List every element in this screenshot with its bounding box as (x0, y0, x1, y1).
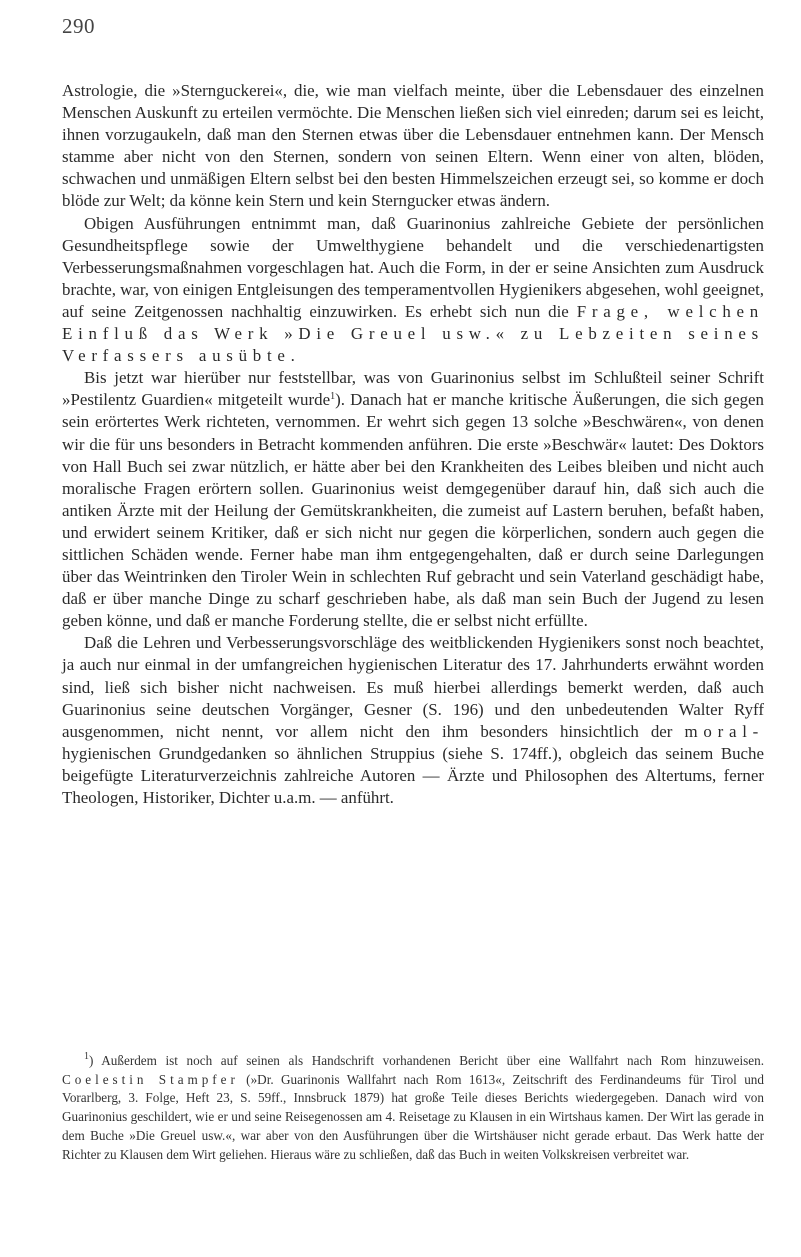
paragraph-3 (62, 367, 764, 632)
page-number: 290 (62, 14, 95, 38)
paragraph-2-end: . (290, 346, 295, 366)
footnote-text: ) Außerdem ist noch auf seinen als Handschrift vorhandenen Bericht über eine Wallfahrt nach Rom hinzuweisen. (89, 1053, 764, 1068)
paragraph-1: Astrologie, die »Sternguckerei«, die, wie man vielfach meinte, über die Lebensdauer des einzelnen Menschen Auskunft zu erteilen vermöchte. Die Menschen ließen sich viel einreden; darum sei es leicht, ihnen vorzugaukeln, daß man den Sternen etwas über die Lebensdauer entnehmen kann. Der Mensch stamme aber nicht von den Sternen, sondern von seinen Eltern. Wenn einer von alten, blöden, schwachen und unmäßigen Eltern selbst bei den besten Himmelszeichen erzeugt sei, so komme er doch blöde zur Welt; da könne kein Stern und kein Sterngucker etwas ändern. (62, 81, 764, 211)
paragraph-4-text-cont: hygienischen Grundgedanken so ähnlichen Struppius (siehe S. 174ff.), obgleich das seinem Buche beigefügte Literaturverzeichnis zahlreiche Autoren — Ärzte und Philosophen des Altertums, ferner Theologen, Historiker, Dichter u.a.m. — anführt. (62, 743, 764, 807)
paragraph-2-text: Obigen Ausführungen entnimmt man, daß Guarinonius zahlreiche Gebiete der persönlichen Gesundheitspflege sowie der Umwelthygiene behandelt und die verschiedenartigsten Verbesserungsmaßnahmen vorgeschlagen hat. Auch die Form, in der er seine Ansichten zum Ausdruck brachte, war, von einigen Entgleisungen des temperamentvollen Hygienikers abgesehen, wohl geeignet, auf seine Zeitgenossen nachhaltig einzuwirken. Es erhebt sich nun die (62, 213, 764, 321)
footnote-text-cont: (»Dr. Guarinonis Wallfahrt nach Rom 1613«, Zeitschrift des Ferdinandeums für Tirol und Vorarlberg, 3. Folge, Heft 23, S. 59ff., Innsbruck 1879) hat große Teile dieses Berichts wiedergegeben. Danach wird von Guarinonius geschildert, wie er und seine Reisegenossen am 4. Reisetage zu Klausen in ein Wirtshaus kamen. Der Wirt las gerade in dem Buche »Die Greuel usw.«, war aber von den Ausführungen über die Wirtshäuser nicht gerade erbaut. Das Werk hatte der Richter zu Klausen dem Wirt geliehen. Hieraus wäre zu schließen, daß das Buch in weiten Volkskreisen verbreitet war. (62, 1071, 764, 1162)
paragraph-3-text: Bis jetzt war hierüber nur feststellbar, was von Guarinonius selbst im Schlußteil seiner Schrift »Pestilentz Guardien« mitgeteilt wurde (62, 368, 764, 410)
footnote-marker: 1 (84, 1051, 89, 1062)
paragraph-4 (62, 632, 764, 809)
paragraph-4-spaced-word: moral- (684, 721, 764, 741)
paragraph-2-spaced-question: Frage, welchen Einfluß das Werk »Die Greuel usw.« zu Lebzeiten seines Verfassers ausübte (62, 301, 764, 366)
footnote-reference: 1 (330, 391, 336, 403)
body-text (62, 80, 764, 809)
paragraph-2 (62, 213, 764, 368)
paragraph-3-text-cont: ). Danach hat er manche kritische Äußerungen, die sich gegen sein erörtertes Werk richteten, vernommen. Er wehrt sich gegen 13 solche »Beschwären«, von denen wir die für uns besonders in Betracht kommenden anführen. Die erste »Beschwär« lautet: Des Doktors von Hall Buch sei zwar nützlich, er hätte aber bei den Krankheiten des Leibes bleiben und nicht auch moralische Fragen erörtern sollen. Guarinonius weist demgegenüber darauf hin, daß sich auch die antiken Ärzte mit der Heilung der Gemütskrankheiten, die zumeist auf Lastern beruhen, befaßt haben, und erwidert seinem Kritiker, daß er sich nicht nur gegen die körperlichen, sondern auch gegen die sittlichen Schäden wende. Ferner habe man ihm entgegengehalten, daß er durch seine Darlegungen über das Weintrinken den Tiroler Wein in schlechten Ruf gebracht und sein Vaterland geschädigt habe, daß er über manche Dinge zu scharf geschrieben habe, als daß man sein Buch der Jugend zu lesen geben könne, und daß er manche Forderung stellte, die er selbst nicht erfüllte. (62, 390, 764, 631)
footnote-author: Coelestin Stampfer (62, 1071, 239, 1087)
footnote (62, 1052, 764, 1164)
footnote-1 (62, 1052, 764, 1164)
paragraph-4-text: Daß die Lehren und Verbesserungsvorschläge des weitblickenden Hygienikers sonst noch beachtet, ja auch nur einmal in der umfangreichen hygienischen Literatur des 17. Jahrhunderts erwähnt worden sind, ließ sich bisher nicht nachweisen. Es muß hierbei allerdings bemerkt werden, daß auch Guarinonius seine deutschen Vorgänger, Gesner (S. 196) und den unbedeutenden Walter Ryff ausgenommen, nicht nennt, vor allem nicht den ihm besonders hinsichtlich der (62, 633, 764, 741)
